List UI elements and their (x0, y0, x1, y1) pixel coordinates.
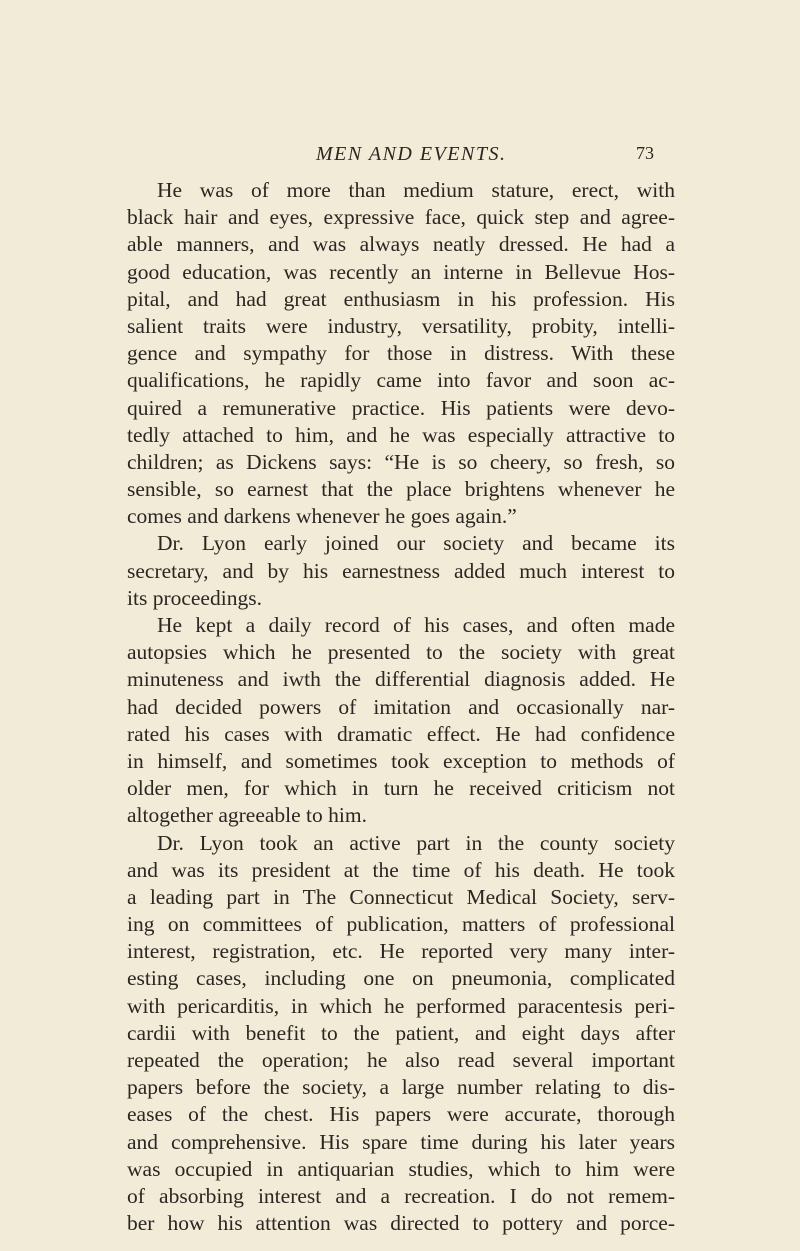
text-line: ing on committees of publication, matters of professional (127, 912, 675, 937)
running-title: MEN AND EVENTS. (316, 143, 507, 165)
text-line: He kept a daily record of his cases, and often made (157, 613, 675, 637)
text-line: tedly attached to him, and he was especially attractive to (127, 422, 675, 447)
text-line: gence and sympathy for those in distress. With these (127, 341, 675, 366)
text-line: and was its president at the time of his death. He took (127, 857, 675, 882)
body-text (127, 177, 675, 1237)
text-line: of absorbing interest and a recreation. I do not remem- (127, 1183, 675, 1208)
text-line: qualifications, he rapidly came into favor and soon ac- (127, 368, 675, 393)
page-header (0, 143, 800, 171)
text-line: autopsies which he presented to the society with great (127, 640, 675, 665)
text-line: with pericarditis, in which he performed paracentesis peri- (127, 993, 675, 1018)
text-line: quired a remunerative practice. His patients were devo- (127, 395, 675, 420)
text-line: esting cases, including one on pneumonia, complicated (127, 966, 675, 991)
text-line: Dr. Lyon took an active part in the county society (157, 830, 675, 855)
text-line: able manners, and was always neatly dressed. He had a (127, 232, 675, 257)
page-number: 73 (636, 143, 654, 163)
text-line: secretary, and by his earnestness added much interest to (127, 558, 675, 583)
text-line: comes and darkens whenever he goes again.” (127, 504, 517, 529)
text-line: a leading part in The Connecticut Medical Society, serv- (127, 884, 675, 909)
text-line: and comprehensive. His spare time during his later years (127, 1129, 675, 1154)
text-line: good education, was recently an interne in Bellevue Hos- (127, 259, 675, 284)
text-line: had decided powers of imitation and occasionally nar- (127, 694, 675, 719)
text-line: its proceedings. (127, 585, 262, 610)
text-line: was occupied in antiquarian studies, which to him were (127, 1156, 675, 1181)
text-line: in himself, and sometimes took exception to methods of (127, 748, 675, 773)
text-line: Dr. Lyon early joined our society and became its (157, 531, 675, 556)
text-line: interest, registration, etc. He reported very many inter- (127, 939, 675, 964)
text-line: rated his cases with dramatic effect. He had confidence (127, 721, 675, 746)
text-line: sensible, so earnest that the place brightens whenever he (127, 477, 675, 502)
text-line: salient traits were industry, versatility, probity, intelli- (127, 313, 675, 338)
text-line: older men, for which in turn he received criticism not (127, 776, 675, 801)
text-line: altogether agreeable to him. (127, 803, 367, 828)
text-line: minuteness and iwth the differential diagnosis added. He (127, 667, 675, 692)
text-line: ber how his attention was directed to pottery and porce- (127, 1211, 675, 1236)
text-line: papers before the society, a large number relating to dis- (127, 1075, 675, 1100)
text-line: children; as Dickens says: “He is so cheery, so fresh, so (127, 449, 675, 474)
text-line: black hair and eyes, expressive face, quick step and agree- (127, 205, 675, 230)
text-line: eases of the chest. His papers were accurate, thorough (127, 1102, 675, 1127)
text-line: He was of more than medium stature, erect, with (157, 178, 675, 202)
text-line: repeated the operation; he also read several important (127, 1048, 675, 1072)
text-line: cardii with benefit to the patient, and eight days after (127, 1020, 675, 1045)
text-line: pital, and had great enthusiasm in his profession. His (127, 286, 675, 311)
